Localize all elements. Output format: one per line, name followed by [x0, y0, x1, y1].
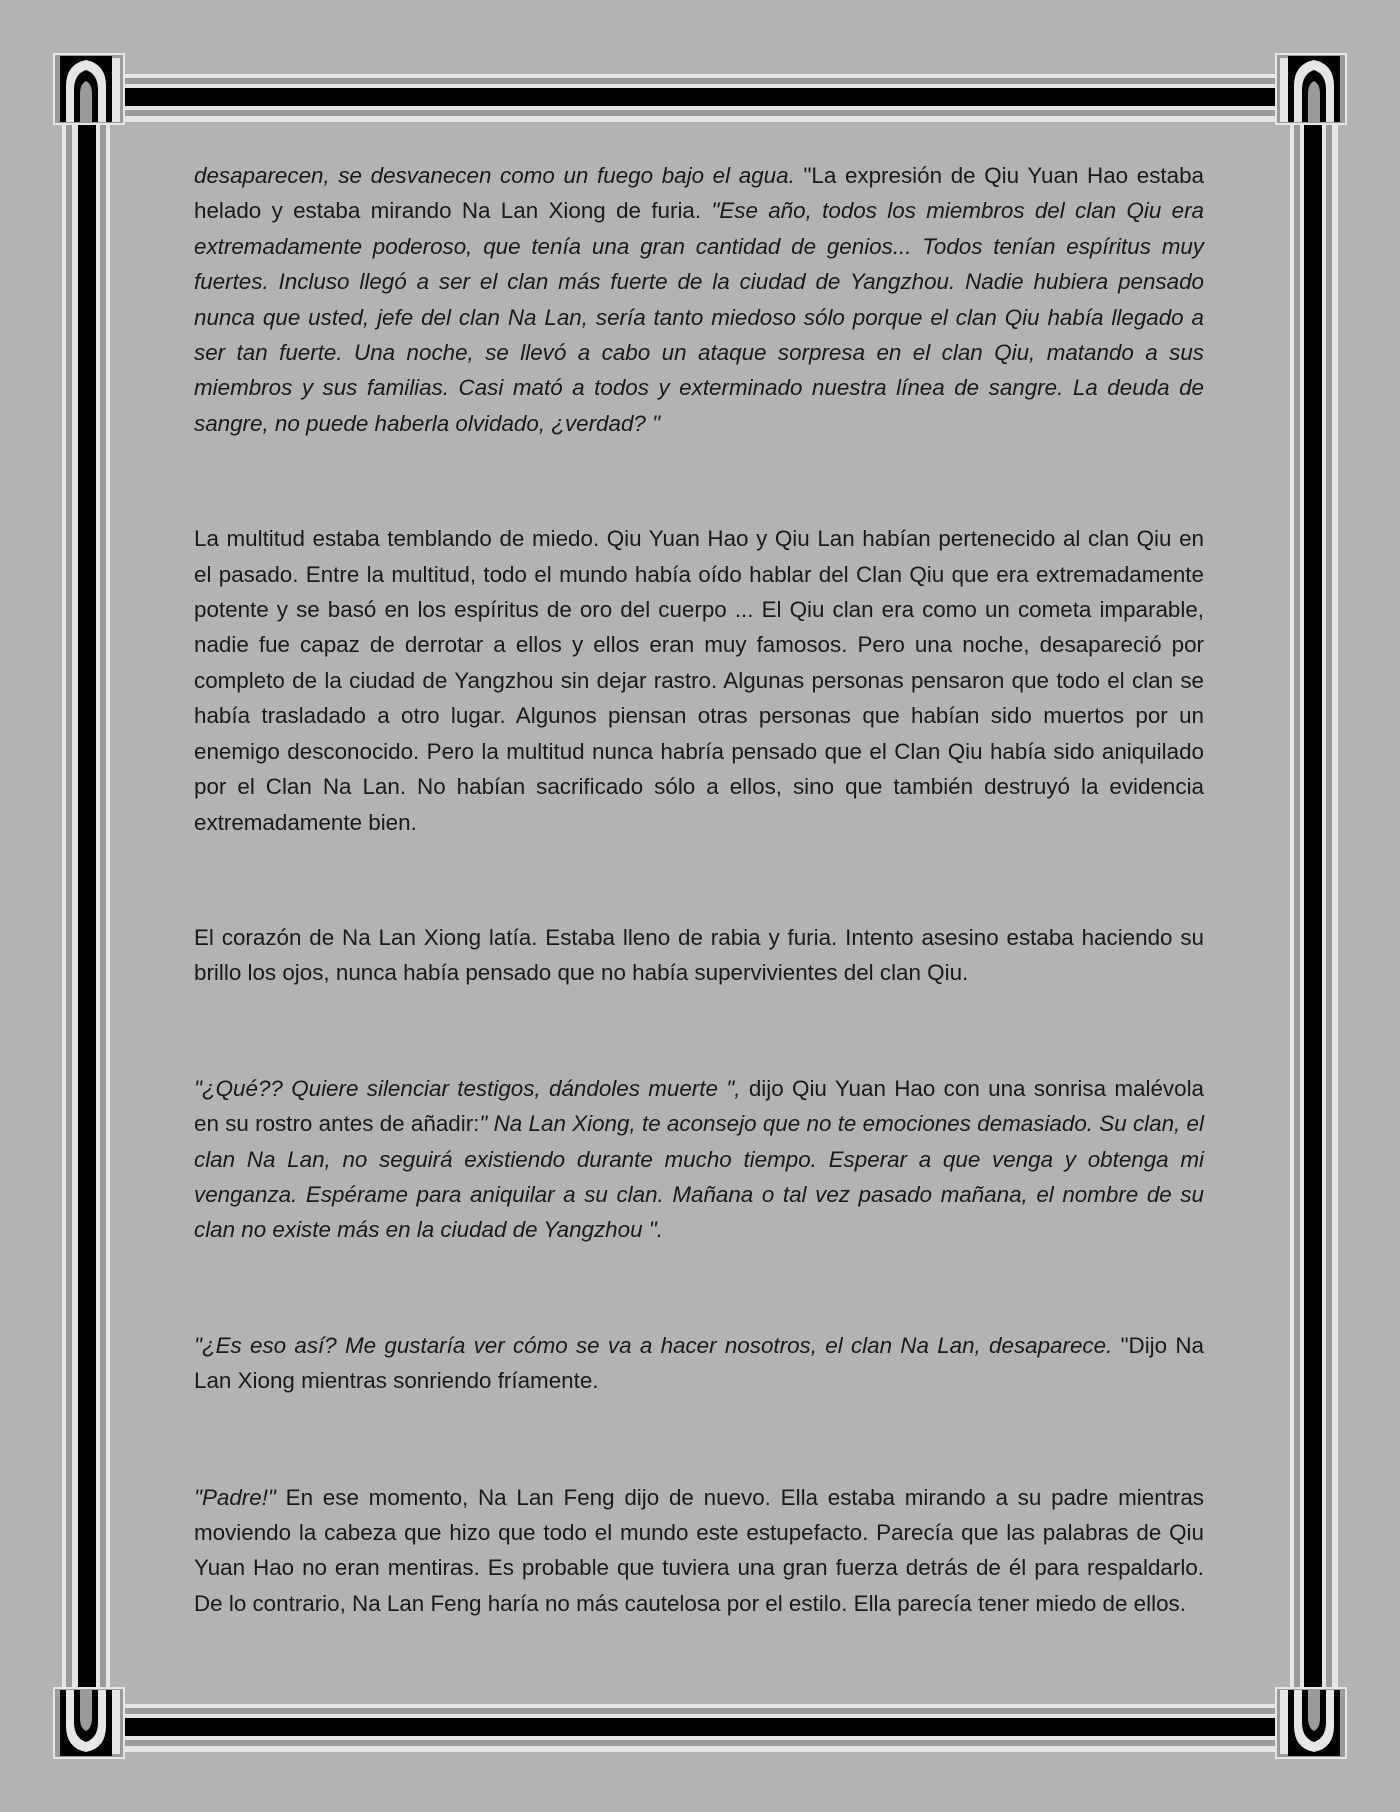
text-run: desaparecen, se desvanecen como un fuego bajo el agua. — [194, 163, 804, 188]
text-run: "¿Qué?? Quiere silenciar testigos, dándoles muerte ", — [194, 1075, 741, 1101]
text-run: "Ese año, todos los miembros del clan Qiu era extremadamente poderoso, que tenía una gran cantidad de genios... Todos tenían espíritus muy fuertes. Incluso llegó a ser el clan más fuerte de la ciudad de Yangzhou. Nadie hubiera pensado nunca que usted, jefe del clan Na Lan, sería tanto miedoso sólo porque el clan Qiu había llegado a ser tan fuerte. Una noche, se llevó a cabo un ataque sorpresa en el clan Qiu, matando a sus miembros y sus familias. Casi mató a todos y exterminado nuestra línea de sangre. La deuda de sangre, no puede haberla olvidado, ¿verdad? " — [194, 198, 1204, 436]
document-body — [194, 158, 1204, 1621]
text-run: "La expresión de Qiu Yuan Hao estaba helado y estaba mirando Na Lan Xiong de furia. — [194, 163, 1205, 224]
text-run: dijo Qiu Yuan Hao con una sonrisa malévola en su rostro antes de añadir: — [194, 1075, 1205, 1137]
text-run: "Dijo Na Lan Xiong mientras sonriendo fríamente. — [194, 1332, 1204, 1394]
text-run: "Padre!" — [194, 1484, 276, 1510]
frame-corner-bottom-left — [54, 1688, 124, 1758]
text-run: En ese momento, Na Lan Feng dijo de nuevo. Ella estaba mirando a su padre mientras moviendo la cabeza que hizo que todo el mundo este estupefacto. Parecía que las palabras de Qiu Yuan Hao no eran mentiras. Es probable que tuviera una gran fuerza detrás de él para respaldarlo. De lo contrario, Na Lan Feng haría no más cautelosa por el estilo. Ella parecía tener miedo de ellos. — [194, 1484, 1204, 1616]
paragraph — [194, 158, 1204, 441]
text-run: La multitud estaba temblando de miedo. Qiu Yuan Hao y Qiu Lan habían pertenecido al clan Qiu en el pasado. Entre la multitud, todo el mundo había oído hablar del Clan Qiu que era extremadamente potente y se basó en los espíritus de oro del cuerpo ... El Qiu clan era como un cometa imparable, nadie fue capaz de derrotar a ellos y ellos eran muy famosos. Pero una noche, desapareció por completo de la ciudad de Yangzhou sin dejar rastro. Algunas personas pensaron que todo el clan se había trasladado a otro lugar. Algunos piensan otras personas que habían sido muertos por un enemigo desconocido. Pero la multitud nunca habría pensado que el Clan Qiu había sido aniquilado por el Clan Na Lan. No habían sacrificado sólo a ellos, sino que también destruyó la evidencia extremadamente bien. — [194, 526, 1204, 835]
paragraph — [194, 1071, 1204, 1248]
paragraph — [194, 1328, 1204, 1399]
frame-corner-top-left — [54, 54, 124, 124]
text-run: El corazón de Na Lan Xiong latía. Estaba lleno de rabia y furia. Intento asesino estaba haciendo su brillo los ojos, nunca había pensado que no había supervivientes del clan Qiu. — [194, 924, 1204, 986]
frame-corner-top-right — [1276, 54, 1346, 124]
paragraph — [194, 920, 1204, 991]
text-run: " Na Lan Xiong, te aconsejo que no te emociones demasiado. Su clan, el clan Na Lan, no seguirá existiendo durante mucho tiempo. Esperar a que venga y obtenga mi venganza. Espérame para aniquilar a su clan. Mañana o tal vez pasado mañana, el nombre de su clan no existe más en la ciudad de Yangzhou ". — [194, 1111, 1204, 1243]
text-run: "¿Es eso así? Me gustaría ver cómo se va a hacer nosotros, el clan Na Lan, desaparece. — [194, 1332, 1121, 1358]
paragraph — [194, 521, 1204, 840]
paragraph — [194, 1480, 1204, 1622]
frame-corner-bottom-right — [1276, 1688, 1346, 1758]
